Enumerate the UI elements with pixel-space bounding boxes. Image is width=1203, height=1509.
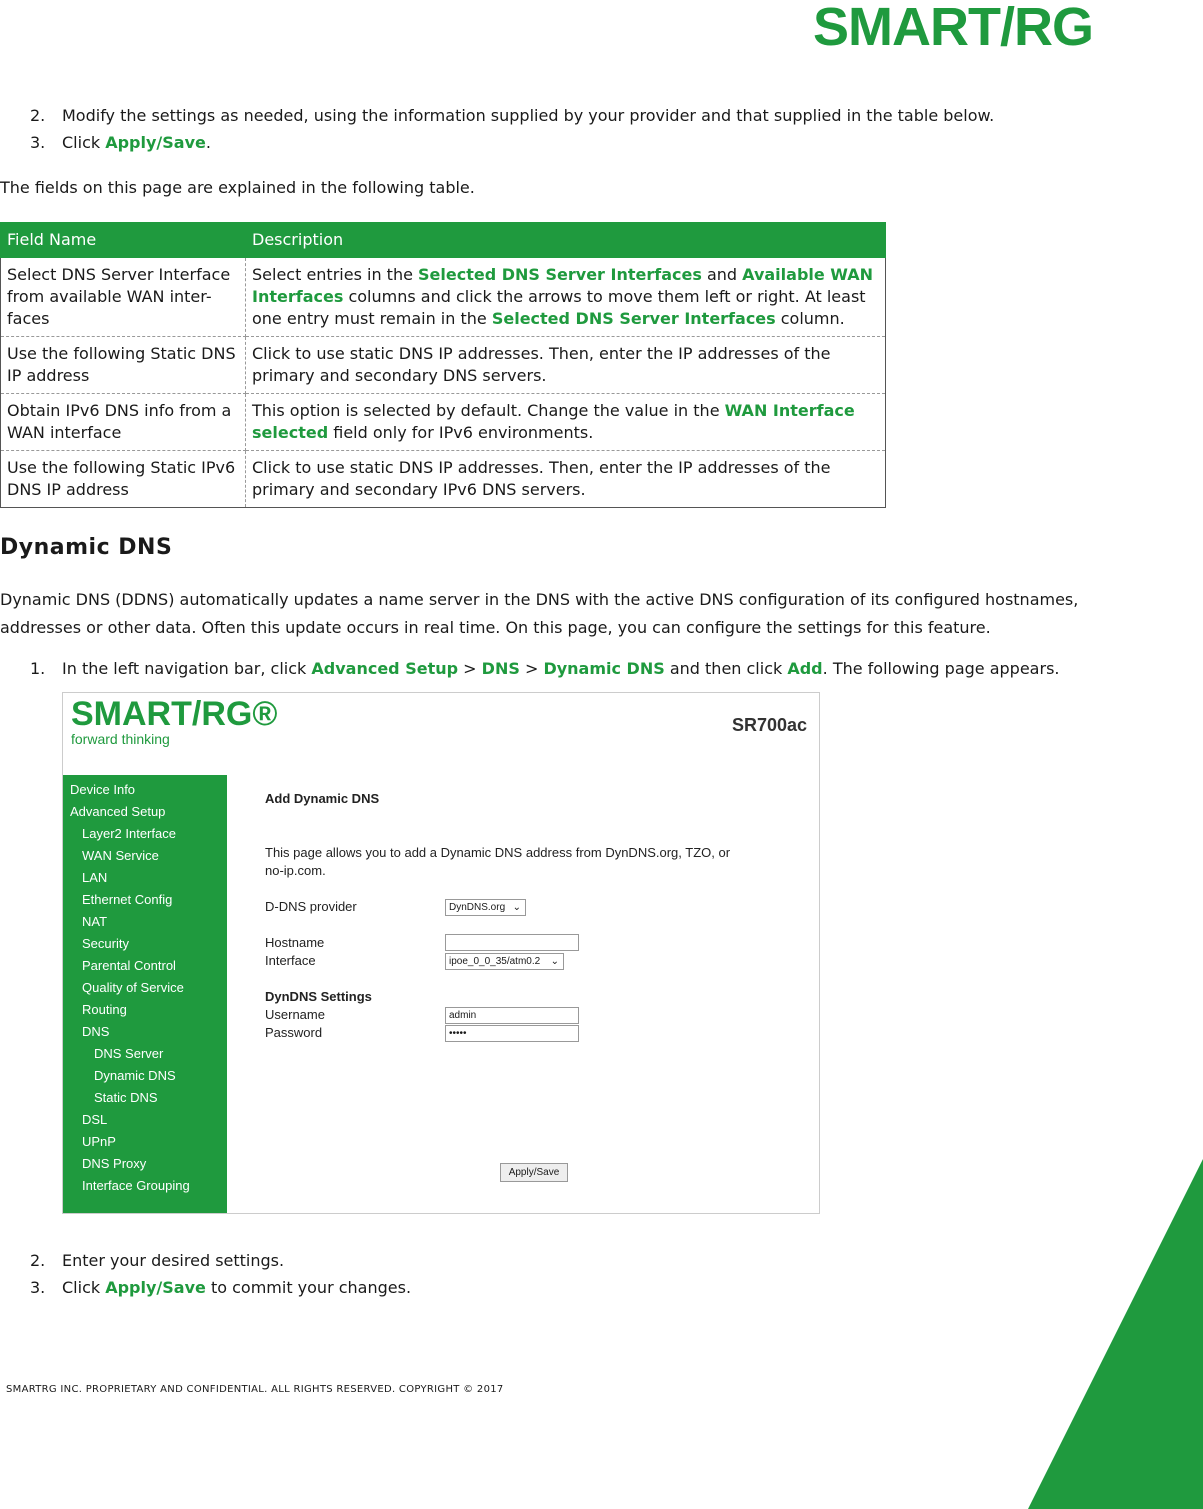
step-text: Modify the settings as needed, using the information supplied by your provider and that supplied in the table below. <box>62 106 995 125</box>
desc-text: columns and click the arrows to move them left or right. At least one entry must remain in the <box>252 287 866 328</box>
hostname-input[interactable] <box>445 934 579 951</box>
field-name-cell: Select DNS Server Interface from available WAN inter-faces <box>1 258 246 337</box>
section-step-1 <box>30 659 1059 678</box>
description-cell <box>246 394 886 451</box>
router-nav-item[interactable]: Security <box>82 936 129 951</box>
desc-highlight: Selected DNS Server Interfaces <box>491 309 776 328</box>
green-triangle <box>1028 1159 1203 1509</box>
router-nav-item[interactable]: Quality of Service <box>82 980 184 995</box>
username-input[interactable]: admin <box>445 1007 579 1024</box>
password-input[interactable]: ••••• <box>445 1025 579 1042</box>
header-field-name: Field Name <box>1 223 246 258</box>
apply-save-link: Apply/Save <box>105 1278 206 1297</box>
router-nav-item[interactable]: Ethernet Config <box>82 892 173 907</box>
add-ddns-heading: Add Dynamic DNS <box>265 791 380 806</box>
table-row <box>1 394 886 451</box>
router-nav-item[interactable]: Device Info <box>70 782 136 797</box>
interface-select[interactable] <box>445 953 564 970</box>
field-name-cell: Obtain IPv6 DNS info from a WAN interface <box>1 394 246 451</box>
add-link: Add <box>787 659 823 678</box>
desc-highlight: Selected DNS Server Interfaces <box>418 265 702 284</box>
desc-text: field only for IPv6 environments. <box>328 423 594 442</box>
description-cell: Click to use static DNS IP addresses. Then, enter the IP addresses of the primary and secondary DNS servers. <box>246 337 886 394</box>
provider-label: D-DNS provider <box>265 899 357 914</box>
ddns-description-line2: no-ip.com. <box>265 863 326 878</box>
desc-highlight: WAN Interface selected <box>252 401 855 442</box>
router-nav-item[interactable]: Layer2 Interface <box>82 826 176 841</box>
router-nav-item[interactable]: DNS Server <box>94 1046 164 1061</box>
router-nav-item[interactable]: Advanced Setup <box>70 804 166 819</box>
footer-copyright: SMARTRG INC. PROPRIETARY AND CONFIDENTIAL. ALL RIGHTS RESERVED. COPYRIGHT © 2017 <box>6 1384 504 1395</box>
router-nav-item[interactable]: WAN Service <box>82 848 159 863</box>
router-nav-item[interactable]: Dynamic DNS <box>94 1068 176 1083</box>
table-intro: The fields on this page are explained in the following table. <box>0 178 475 197</box>
brand-logo: SMART/RG <box>813 0 1093 57</box>
dynamic-dns-link: Dynamic DNS <box>543 659 665 678</box>
step-text: Enter your desired settings. <box>62 1251 285 1270</box>
after-step-3 <box>30 1278 411 1297</box>
router-sidebar <box>63 775 227 1214</box>
fields-table <box>0 222 886 508</box>
step-number: 3. <box>30 133 46 152</box>
desc-text: Select entries in the <box>252 265 419 284</box>
apply-save-button[interactable]: Apply/Save <box>500 1163 568 1182</box>
provider-select[interactable] <box>445 899 526 916</box>
desc-text: column. <box>775 309 845 328</box>
step-text: Click <box>62 1278 106 1297</box>
intro-step-3 <box>30 133 211 152</box>
step-number: 3. <box>30 1278 46 1297</box>
table-header-row <box>1 223 886 258</box>
table-row <box>1 258 886 337</box>
field-name-cell: Use the following Static DNS IP address <box>1 337 246 394</box>
router-nav-item[interactable]: DNS <box>82 1024 110 1039</box>
dyndns-settings-heading: DynDNS Settings <box>265 989 372 1004</box>
step-text: In the left navigation bar, click <box>62 659 312 678</box>
table-row <box>1 337 886 394</box>
hostname-label: Hostname <box>265 935 325 950</box>
step-text: . <box>205 133 211 152</box>
router-logo: SMART/RG® <box>71 695 278 733</box>
section-title: Dynamic DNS <box>0 535 173 560</box>
advanced-setup-link: Advanced Setup <box>311 659 459 678</box>
dns-link: DNS <box>481 659 520 678</box>
router-nav-item[interactable]: NAT <box>82 914 108 929</box>
router-model: SR700ac <box>731 715 807 735</box>
step-text: and then click <box>664 659 788 678</box>
router-nav-item[interactable]: Parental Control <box>82 958 176 973</box>
intro-step-2 <box>30 106 994 125</box>
router-screenshot <box>62 692 820 1214</box>
table-row <box>1 451 886 508</box>
apply-save-link: Apply/Save <box>105 133 206 152</box>
separator: > <box>458 659 482 678</box>
step-number: 2. <box>30 1251 46 1270</box>
separator: > <box>519 659 544 678</box>
desc-highlight: Available WAN Interfaces <box>252 265 874 306</box>
chevron-down-icon: ⌄ <box>550 956 559 967</box>
desc-text: This option is selected by default. Change the value in the <box>252 401 725 420</box>
router-nav-item[interactable]: Interface Grouping <box>82 1178 190 1193</box>
step-number: 1. <box>30 659 46 678</box>
step-text: Click <box>62 133 106 152</box>
step-text: to commit your changes. <box>205 1278 412 1297</box>
provider-value: DynDNS.org <box>449 902 506 913</box>
section-body: Dynamic DNS (DDNS) automatically updates a name server in the DNS with the active DNS configuration of its configured hostnames, addresses or other data. Often this update occurs in real time. On this page, you can configure the settings for this feature. <box>0 590 1079 637</box>
interface-label: Interface <box>265 953 316 968</box>
router-nav-item[interactable]: UPnP <box>82 1134 116 1149</box>
router-nav-item[interactable]: Routing <box>82 1002 127 1017</box>
step-text: . The following page appears. <box>822 659 1060 678</box>
header-description: Description <box>246 223 886 258</box>
chevron-down-icon: ⌄ <box>512 902 521 913</box>
after-step-2 <box>30 1251 284 1270</box>
password-label: Password <box>265 1025 323 1040</box>
description-cell: Click to use static DNS IP addresses. Then, enter the IP addresses of the primary and secondary IPv6 DNS servers. <box>246 451 886 508</box>
field-name-cell: Use the following Static IPv6 DNS IP address <box>1 451 246 508</box>
interface-value: ipoe_0_0_35/atm0.2 <box>449 956 541 967</box>
desc-text: and <box>701 265 743 284</box>
username-label: Username <box>265 1007 325 1022</box>
router-nav-item[interactable]: DSL <box>82 1112 108 1127</box>
router-nav-item[interactable]: LAN <box>82 870 108 885</box>
router-tagline: forward thinking <box>71 731 170 747</box>
corner-decoration <box>1028 1159 1203 1509</box>
router-nav-item[interactable]: Static DNS <box>94 1090 158 1105</box>
step-number: 2. <box>30 106 46 125</box>
description-cell <box>246 258 886 337</box>
router-nav-item[interactable]: DNS Proxy <box>82 1156 147 1171</box>
ddns-description-line1: This page allows you to add a Dynamic DNS address from DynDNS.org, TZO, or <box>265 845 731 860</box>
